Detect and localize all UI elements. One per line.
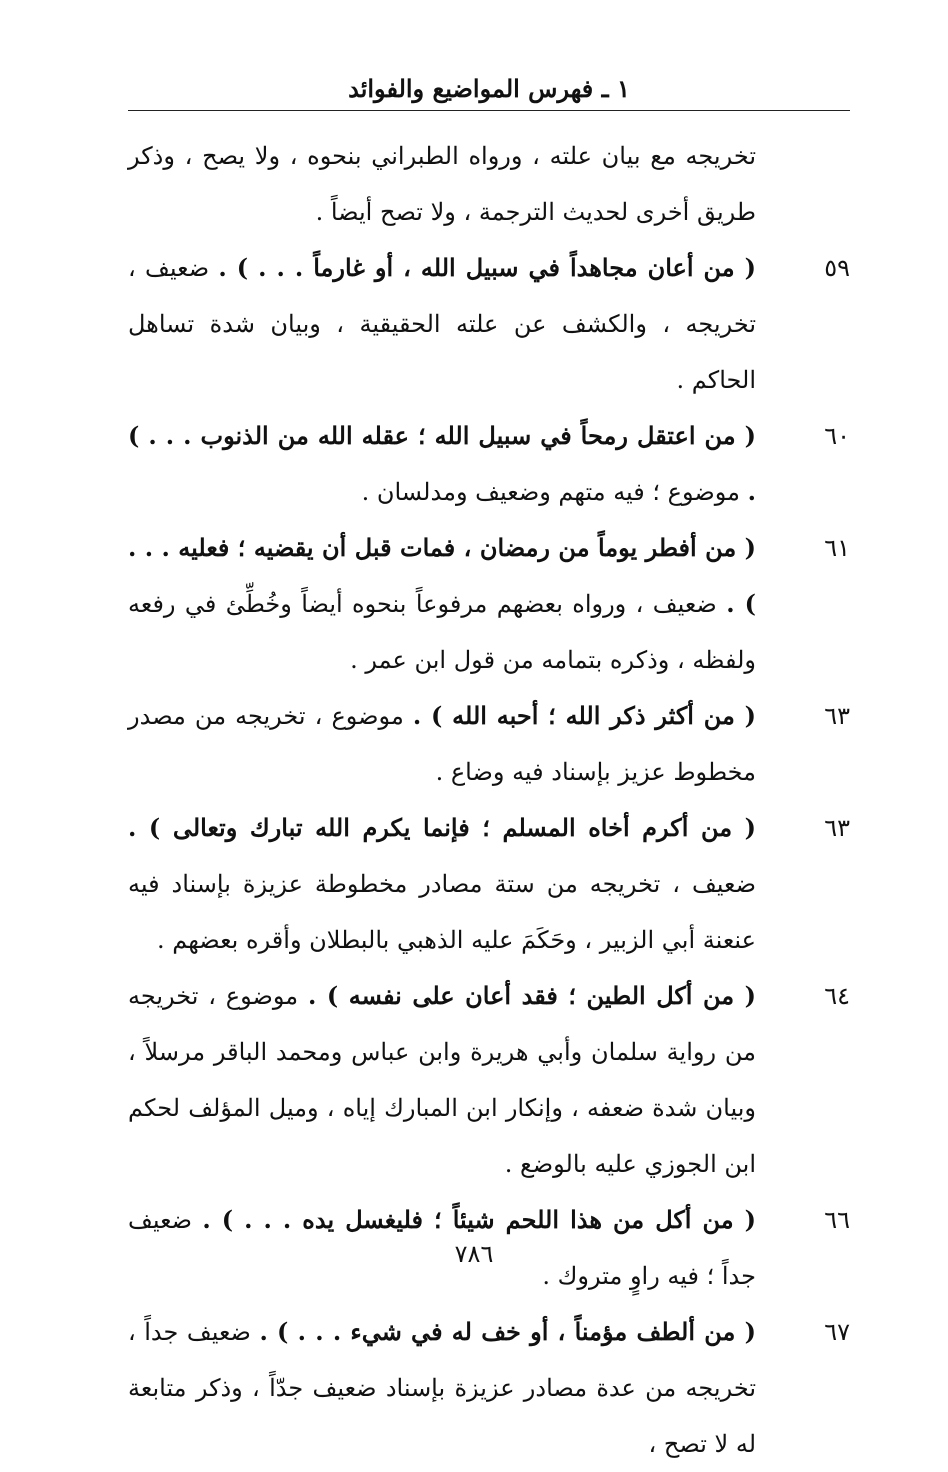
entry-text [128,520,756,688]
entry-number: ٥٩ [824,254,850,282]
entry-ruling: ضعيف ، ورواه بعضهم مرفوعاً بنحوه أيضاً وخُطِّئ في رفعه ولفظه ، وذكره بتمامه من قول ابن عمر . [128,590,756,674]
continuation-text: تخريجه مع بيان علته ، ورواه الطبراني بنحوه ، ولا يصح ، وذكر طريق أخرى لحديث الترجمة ، ولا تصح أيضاً . [128,142,756,226]
entry-number: ٦٤ [824,982,850,1010]
entry-ruling: موضوع ؛ فيه متهم وضعيف ومدلسان . [361,478,748,506]
entry-number: ٦٠ [824,422,850,450]
index-entry [128,800,850,968]
entry-text [128,408,756,520]
entry-number: ٦٧ [824,1318,850,1346]
page-number: ٧٨٦ [454,1240,494,1268]
header-rule [128,110,850,111]
entry-number: ٦٦ [824,1206,850,1234]
index-body [128,128,850,1472]
entry-hadith-title: ( من أفطر يوماً من رمضان ، فمات قبل أن يقضيه ؛ فعليه . . . ) . [128,533,756,618]
running-header: ١ ـ فهرس المواضيع والفوائد [348,74,630,103]
entry-text [128,688,756,800]
entry-text [128,1304,756,1472]
entry-ruling: ضعيف ، تخريجه من ستة مصادر مخطوطة عزيزة بإسناد فيه عنعنة أبي الزبير ، وحَكَمَ عليه الذهبي بالبطلان وأقره بعضهم . [128,870,756,954]
entry-ruling: ضعيف جداً ؛ فيه راوٍ متروك . [128,1206,756,1290]
entry-ruling: ضعيف ، تخريجه ، والكشف عن علته الحقيقية ، وبيان شدة تساهل الحاكم . [128,254,756,394]
entry-number: ٦١ [824,534,850,562]
index-entry [128,240,850,408]
index-entry [128,520,850,688]
entry-number: ٦٣ [824,814,850,842]
entry-ruling: موضوع ، تخريجه من مصدر مخطوط عزيز بإسناد فيه وضاع . [128,702,756,786]
entry-number: ٦٣ [824,702,850,730]
entry-hadith-title: ( من اعتقل رمحاً في سبيل الله ؛ عقله الله من الذنوب . . . ) . [128,421,756,506]
entry-hadith-title: ( من أكل من هذا اللحم شيئاً ؛ فليغسل يده . . . ) . [202,1205,757,1234]
entry-hadith-title: ( من أكرم أخاه المسلم ؛ فإنما يكرم الله تبارك وتعالى ) . [128,813,756,842]
index-entry [128,688,850,800]
entry-hadith-title: ( من ألطف مؤمناً ، أو خف له في شيء . . . ) . [259,1317,756,1346]
index-entry [128,408,850,520]
entry-text [128,800,756,968]
index-entry [128,968,850,1192]
entry-hadith-title: ( من أعان مجاهداً في سبيل الله ، أو غارماً . . . ) . [218,253,757,282]
entry-ruling: ضعيف جداً ، تخريجه من عدة مصادر عزيزة بإسناد ضعيف جدّاً ، وذكر متابعة له لا تصح ، [128,1318,757,1458]
entry-text [128,968,756,1192]
index-entry [128,1304,850,1472]
entry-hadith-title: ( من أكل الطين ؛ فقد أعان على نفسه ) . [307,981,756,1010]
entry-ruling: موضوع ، تخريجه من رواية سلمان وأبي هريرة وابن عباس ومحمد الباقر مرسلاً ، وبيان شدة ضعفه ، وإنكار ابن المبارك إياه ، وميل المؤلف لحكم ابن الجوزي عليه بالوضع . [128,982,756,1178]
entry-hadith-title: ( من أكثر ذكر الله ؛ أحبه الله ) . [412,701,756,730]
entry-text [128,240,756,408]
